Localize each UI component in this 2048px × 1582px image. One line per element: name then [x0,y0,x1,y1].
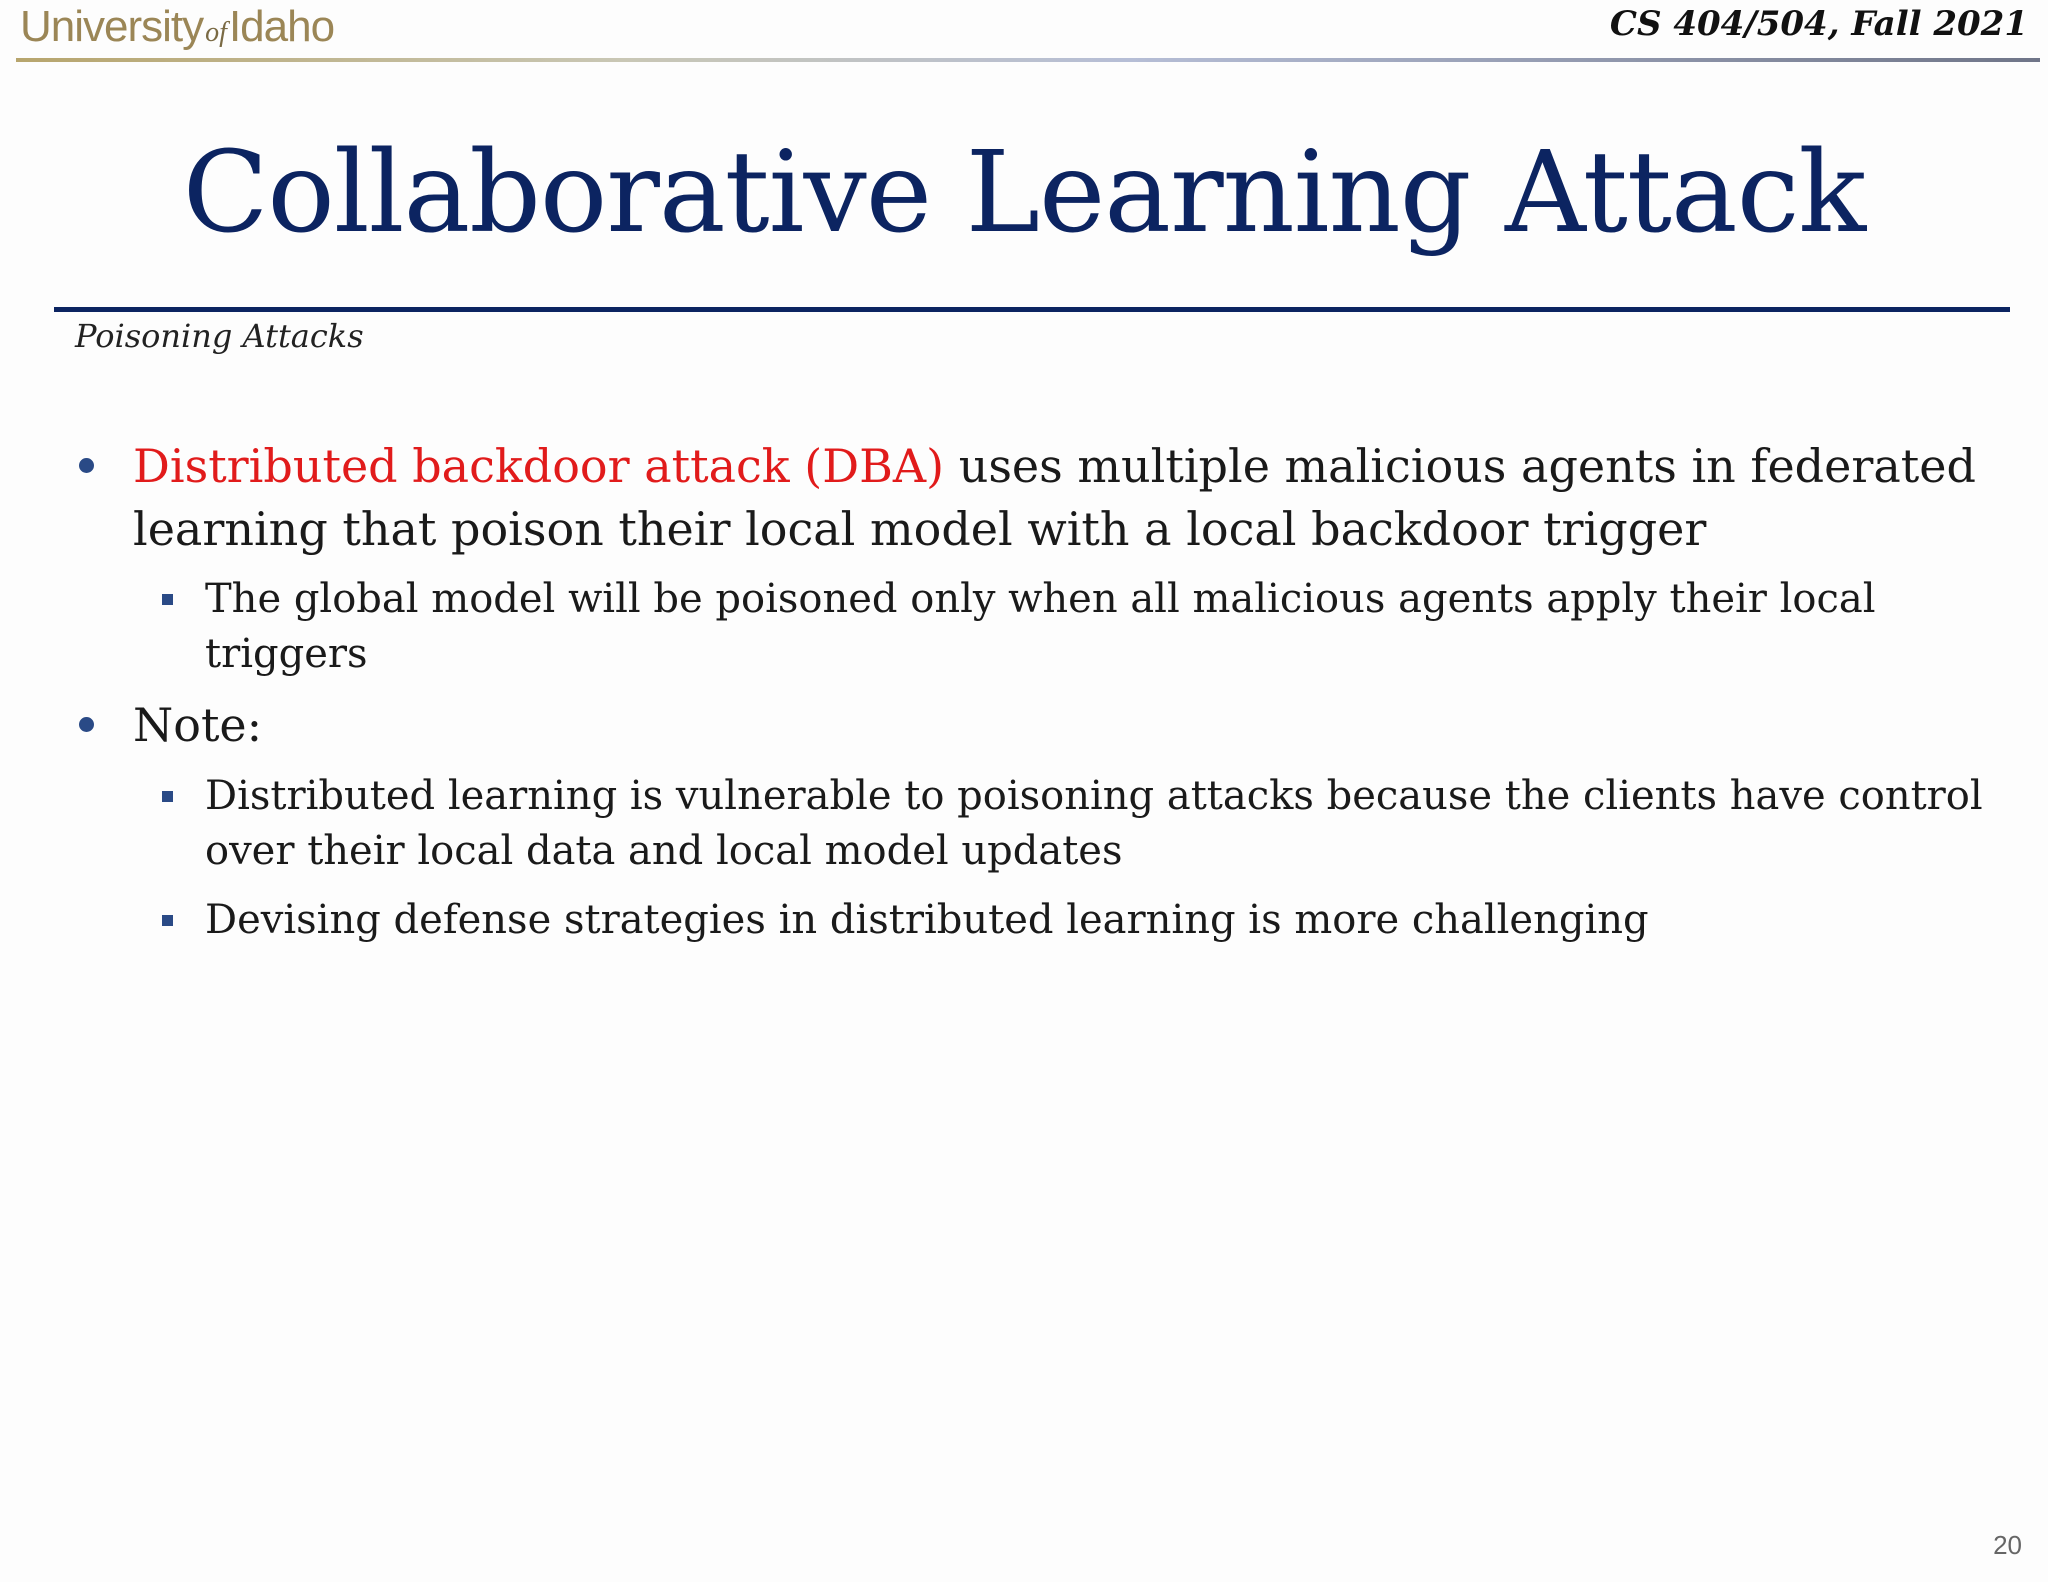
sub-bullet-square-icon [162,915,173,926]
bullet-1-line-2: learning that poison their local model with a local backdoor trigger [133,502,1707,556]
sub-bullet-3-line-1: Devising defense strategies in distributed learning is more challenging [205,897,1649,943]
sub-bullet-2-line-1: Distributed learning is vulnerable to poisoning attacks because the clients have control [205,773,1983,819]
sub-bullet-square-icon [162,594,173,605]
sub-bullet-square-icon [162,791,173,802]
logo-university-text: University [20,2,204,51]
slide-title: Collaborative Learning Attack [182,128,1866,258]
sub-bullet-1-line-1: The global model will be poisoned only when all malicious agents apply their local [205,576,1876,622]
header-divider [16,58,2040,62]
bullet-1-text: uses multiple malicious agents in federated [944,439,1976,493]
slide-subtitle: Poisoning Attacks [75,317,364,355]
bullet-2-line-1: Note: [133,698,263,752]
logo-idaho-text: Idaho [228,2,335,51]
bullet-dot-icon [79,717,94,732]
bullet-1-line-1 [133,435,1976,497]
page-number: 20 [1993,1530,2022,1560]
dba-highlight: Distributed backdoor attack (DBA) [133,439,945,493]
sub-bullet-1-line-2: triggers [205,631,368,677]
university-logo [20,2,334,52]
logo-of-text: of [205,17,227,48]
bullet-dot-icon [79,458,94,473]
course-label: CS 404/504, Fall 2021 [1609,4,2028,44]
sub-bullet-2-line-2: over their local data and local model updates [205,828,1123,874]
title-divider [54,307,2010,312]
